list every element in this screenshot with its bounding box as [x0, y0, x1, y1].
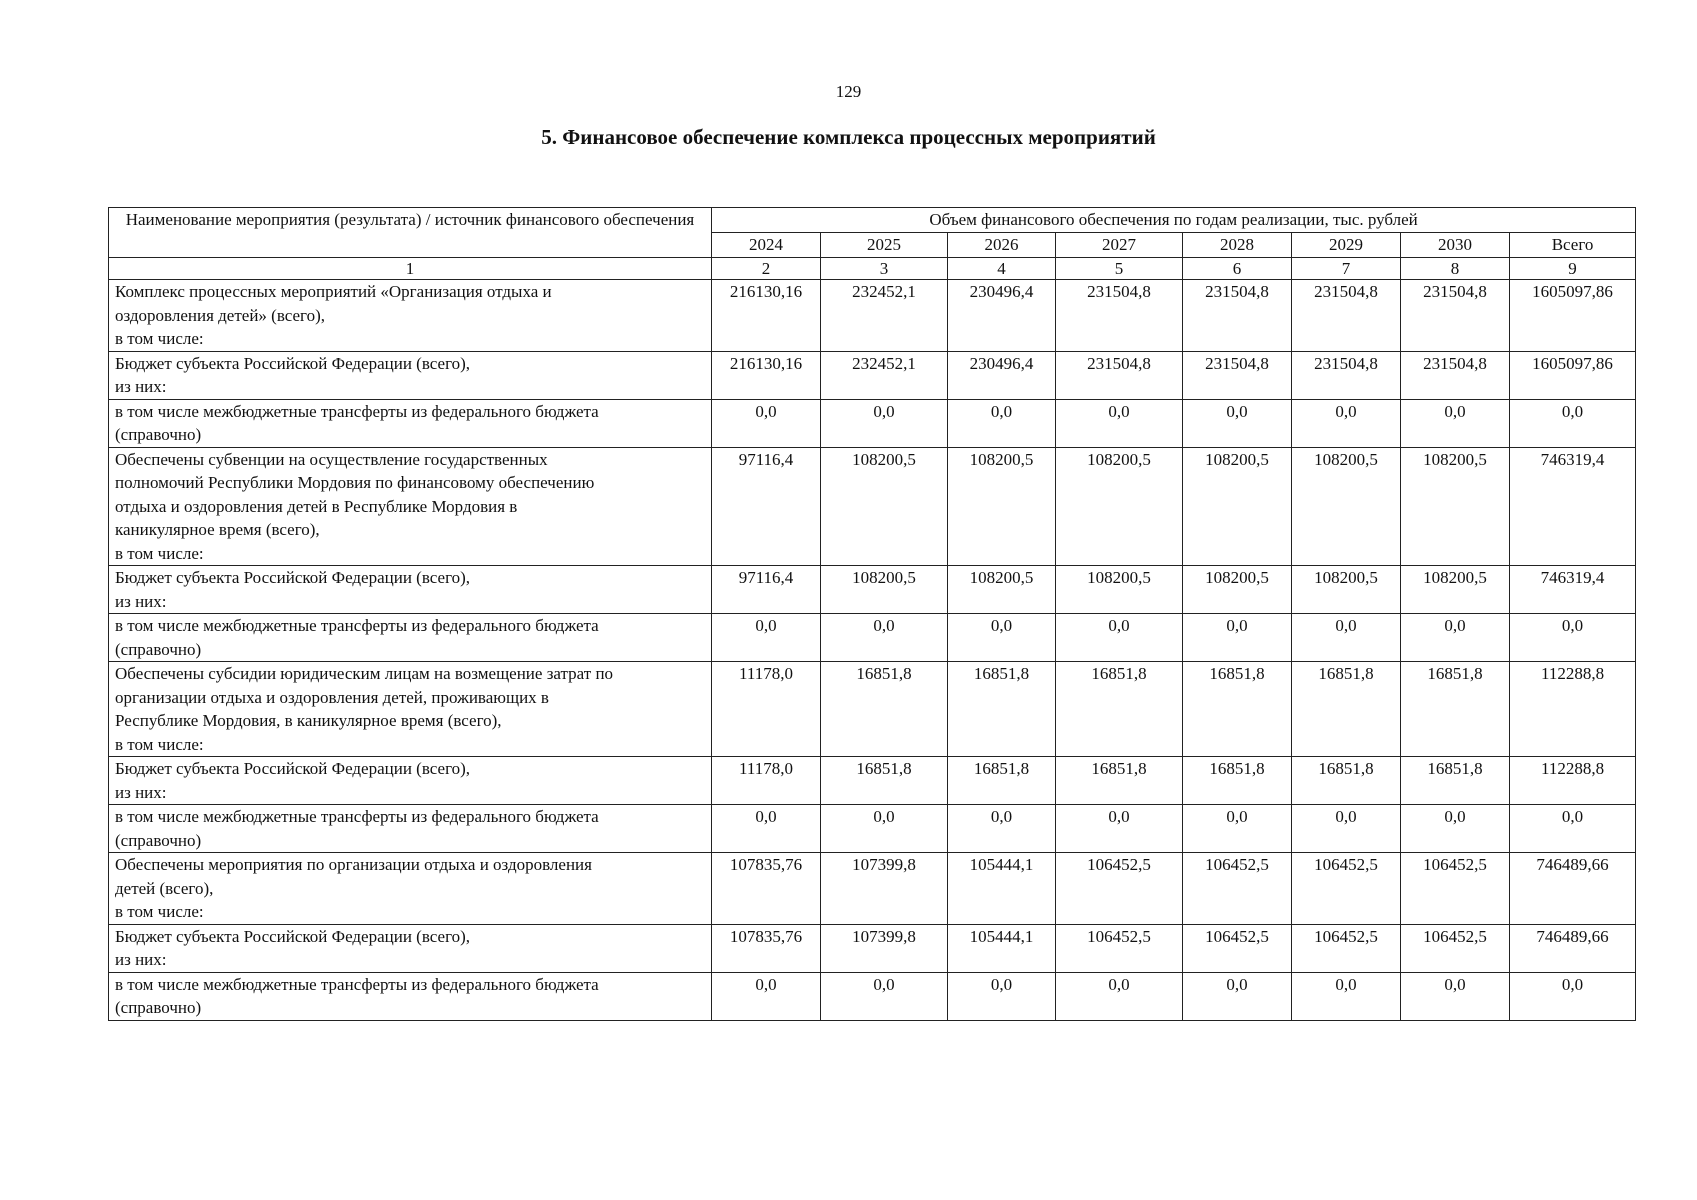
year-value-cell: 231504,8	[1183, 280, 1292, 352]
year-value-cell: 97116,4	[712, 447, 821, 566]
year-value-cell: 105444,1	[948, 924, 1056, 972]
year-value-cell: 0,0	[948, 805, 1056, 853]
year-header: 2030	[1401, 233, 1510, 258]
year-value-cell: 107399,8	[821, 853, 948, 925]
year-value-cell: 231504,8	[1183, 351, 1292, 399]
table-row	[109, 447, 1636, 566]
row-name-line: Обеспечены субвенции на осуществление государственных	[115, 449, 548, 469]
year-value-cell: 231504,8	[1401, 280, 1510, 352]
row-name-line: (справочно)	[115, 830, 202, 850]
total-value-cell: 0,0	[1510, 972, 1636, 1020]
row-name-line: в том числе межбюджетные трансферты из федерального бюджета	[115, 807, 599, 826]
table-row	[109, 566, 1636, 614]
year-value-cell: 106452,5	[1292, 853, 1401, 925]
year-value-cell: 106452,5	[1401, 924, 1510, 972]
year-value-cell: 108200,5	[1401, 566, 1510, 614]
total-value-cell: 746319,4	[1510, 566, 1636, 614]
year-value-cell: 0,0	[1056, 805, 1183, 853]
column-number: 1	[109, 258, 712, 280]
table-row	[109, 757, 1636, 805]
year-value-cell: 11178,0	[712, 662, 821, 757]
year-header: 2024	[712, 233, 821, 258]
year-value-cell: 232452,1	[821, 351, 948, 399]
year-value-cell: 0,0	[1292, 614, 1401, 662]
total-value-cell: 112288,8	[1510, 662, 1636, 757]
year-header: 2029	[1292, 233, 1401, 258]
year-value-cell: 0,0	[821, 399, 948, 447]
year-value-cell: 108200,5	[1292, 566, 1401, 614]
year-value-cell: 232452,1	[821, 280, 948, 352]
table-header	[109, 208, 1636, 280]
year-value-cell: 0,0	[712, 614, 821, 662]
row-name-line: Бюджет субъекта Российской Федерации (всего),	[115, 353, 471, 373]
row-name-line: Республике Мордовия, в каникулярное время (всего),	[115, 711, 502, 730]
row-name-line: Обеспечены мероприятия по организации отдыха и оздоровления	[115, 855, 592, 874]
table-row	[109, 351, 1636, 399]
row-name-line: из них:	[115, 377, 167, 396]
year-value-cell: 106452,5	[1056, 853, 1183, 925]
table-row	[109, 924, 1636, 972]
year-value-cell: 16851,8	[821, 757, 948, 805]
row-name-line: в том числе:	[115, 543, 204, 563]
total-header: Всего	[1510, 233, 1636, 258]
row-name-line: в том числе межбюджетные трансферты из федерального бюджета	[115, 616, 599, 635]
table-row	[109, 399, 1636, 447]
year-value-cell: 16851,8	[1183, 662, 1292, 757]
year-value-cell: 0,0	[1292, 972, 1401, 1020]
year-value-cell: 16851,8	[1056, 662, 1183, 757]
row-name-cell	[109, 924, 712, 972]
year-header: 2026	[948, 233, 1056, 258]
section-title: 5. Финансовое обеспечение комплекса процессных мероприятий	[541, 125, 1156, 149]
year-value-cell: 231504,8	[1292, 280, 1401, 352]
volume-group-header: Объем финансового обеспечения по годам реализации, тыс. рублей	[712, 208, 1636, 233]
year-value-cell: 97116,4	[712, 566, 821, 614]
row-name-line: (справочно)	[115, 425, 202, 444]
year-header: 2025	[821, 233, 948, 258]
year-value-cell: 0,0	[712, 972, 821, 1020]
row-name-line: Бюджет субъекта Российской Федерации (всего),	[115, 568, 471, 587]
row-name-cell	[109, 757, 712, 805]
row-name-cell	[109, 566, 712, 614]
year-value-cell: 0,0	[1183, 399, 1292, 447]
year-value-cell: 0,0	[821, 805, 948, 853]
row-name-cell	[109, 280, 712, 352]
year-value-cell: 0,0	[948, 399, 1056, 447]
year-value-cell: 0,0	[1401, 399, 1510, 447]
column-number: 5	[1056, 258, 1183, 280]
row-name-line: (справочно)	[115, 639, 202, 659]
year-value-cell: 16851,8	[1056, 757, 1183, 805]
year-value-cell: 108200,5	[948, 566, 1056, 614]
column-number: 3	[821, 258, 948, 280]
total-value-cell: 1605097,86	[1510, 280, 1636, 352]
year-value-cell: 0,0	[948, 614, 1056, 662]
table-row	[109, 614, 1636, 662]
table-row	[109, 972, 1636, 1020]
row-name-cell	[109, 399, 712, 447]
year-value-cell: 16851,8	[948, 662, 1056, 757]
row-name-line: (справочно)	[115, 998, 202, 1017]
row-name-line: из них:	[115, 591, 167, 611]
row-name-line: из них:	[115, 782, 167, 802]
year-value-cell: 108200,5	[1056, 566, 1183, 614]
total-value-cell: 112288,8	[1510, 757, 1636, 805]
year-value-cell: 0,0	[1056, 614, 1183, 662]
year-value-cell: 106452,5	[1183, 853, 1292, 925]
financing-table	[108, 207, 1636, 1021]
column-number: 8	[1401, 258, 1510, 280]
name-column-header: Наименование мероприятия (результата) / источник финансового обеспечения	[109, 208, 712, 258]
year-value-cell: 11178,0	[712, 757, 821, 805]
year-value-cell: 108200,5	[821, 566, 948, 614]
row-name-line: Обеспечены субсидии юридическим лицам на возмещение затрат по	[115, 664, 614, 683]
total-value-cell: 746319,4	[1510, 447, 1636, 566]
page-number: 129	[835, 82, 862, 101]
row-name-line: в том числе:	[115, 329, 204, 348]
row-name-cell	[109, 972, 712, 1020]
row-name-cell	[109, 351, 712, 399]
row-name-cell	[109, 447, 712, 566]
year-value-cell: 216130,16	[712, 280, 821, 352]
year-value-cell: 230496,4	[948, 351, 1056, 399]
total-value-cell: 746489,66	[1510, 924, 1636, 972]
year-value-cell: 106452,5	[1292, 924, 1401, 972]
table-body	[109, 280, 1636, 1021]
year-value-cell: 108200,5	[1056, 447, 1183, 566]
column-number: 7	[1292, 258, 1401, 280]
year-value-cell: 16851,8	[1292, 662, 1401, 757]
year-value-cell: 0,0	[1056, 399, 1183, 447]
total-value-cell: 0,0	[1510, 614, 1636, 662]
row-name-line: в том числе межбюджетные трансферты из федерального бюджета	[115, 401, 599, 421]
row-name-cell	[109, 662, 712, 757]
header-row-top	[109, 208, 1636, 233]
year-value-cell: 0,0	[948, 972, 1056, 1020]
year-value-cell: 0,0	[712, 399, 821, 447]
total-value-cell: 0,0	[1510, 805, 1636, 853]
year-value-cell: 16851,8	[1401, 757, 1510, 805]
table-row	[109, 280, 1636, 352]
year-value-cell: 106452,5	[1401, 853, 1510, 925]
year-header: 2027	[1056, 233, 1183, 258]
row-name-line: Комплекс процессных мероприятий «Организация отдыха и	[115, 282, 552, 301]
year-value-cell: 0,0	[712, 805, 821, 853]
year-value-cell: 16851,8	[948, 757, 1056, 805]
year-value-cell: 231504,8	[1292, 351, 1401, 399]
year-value-cell: 108200,5	[1401, 447, 1510, 566]
year-value-cell: 108200,5	[821, 447, 948, 566]
row-name-line: в том числе:	[115, 734, 204, 754]
total-value-cell: 0,0	[1510, 399, 1636, 447]
column-number: 4	[948, 258, 1056, 280]
year-value-cell: 0,0	[1401, 614, 1510, 662]
year-value-cell: 216130,16	[712, 351, 821, 399]
year-value-cell: 106452,5	[1183, 924, 1292, 972]
year-value-cell: 16851,8	[1401, 662, 1510, 757]
row-name-line: полномочий Республики Мордовия по финансовому обеспечению	[115, 473, 595, 492]
year-value-cell: 108200,5	[948, 447, 1056, 566]
total-value-cell: 1605097,86	[1510, 351, 1636, 399]
year-value-cell: 105444,1	[948, 853, 1056, 925]
row-name-line: детей (всего),	[115, 878, 214, 898]
year-value-cell: 0,0	[1183, 972, 1292, 1020]
row-name-cell	[109, 614, 712, 662]
year-value-cell: 231504,8	[1401, 351, 1510, 399]
year-value-cell: 16851,8	[1183, 757, 1292, 805]
year-value-cell: 106452,5	[1056, 924, 1183, 972]
year-value-cell: 107835,76	[712, 853, 821, 925]
year-value-cell: 108200,5	[1183, 566, 1292, 614]
year-value-cell: 16851,8	[821, 662, 948, 757]
row-name-line: оздоровления детей» (всего),	[115, 305, 326, 325]
year-value-cell: 0,0	[821, 972, 948, 1020]
year-value-cell: 0,0	[1401, 805, 1510, 853]
row-name-line: из них:	[115, 950, 167, 969]
year-value-cell: 108200,5	[1183, 447, 1292, 566]
table-row	[109, 805, 1636, 853]
column-number: 9	[1510, 258, 1636, 280]
year-value-cell: 0,0	[1292, 805, 1401, 853]
year-value-cell: 0,0	[1056, 972, 1183, 1020]
year-value-cell: 0,0	[1183, 805, 1292, 853]
column-number-row	[109, 258, 1636, 280]
year-value-cell: 0,0	[1183, 614, 1292, 662]
row-name-line: каникулярное время (всего),	[115, 520, 320, 539]
year-value-cell: 0,0	[821, 614, 948, 662]
total-value-cell: 746489,66	[1510, 853, 1636, 925]
row-name-cell	[109, 805, 712, 853]
column-number: 2	[712, 258, 821, 280]
row-name-line: в том числе:	[115, 902, 204, 921]
row-name-line: Бюджет субъекта Российской Федерации (всего),	[115, 759, 471, 778]
year-value-cell: 107835,76	[712, 924, 821, 972]
year-value-cell: 231504,8	[1056, 280, 1183, 352]
row-name-cell	[109, 853, 712, 925]
column-number: 6	[1183, 258, 1292, 280]
year-value-cell: 108200,5	[1292, 447, 1401, 566]
year-value-cell: 0,0	[1401, 972, 1510, 1020]
row-name-line: в том числе межбюджетные трансферты из федерального бюджета	[115, 974, 599, 994]
year-value-cell: 0,0	[1292, 399, 1401, 447]
year-value-cell: 230496,4	[948, 280, 1056, 352]
row-name-line: отдыха и оздоровления детей в Республике Мордовия в	[115, 496, 518, 516]
year-value-cell: 107399,8	[821, 924, 948, 972]
row-name-line: организации отдыха и оздоровления детей, проживающих в	[115, 687, 549, 707]
year-value-cell: 231504,8	[1056, 351, 1183, 399]
year-value-cell: 16851,8	[1292, 757, 1401, 805]
year-header: 2028	[1183, 233, 1292, 258]
row-name-line: Бюджет субъекта Российской Федерации (всего),	[115, 926, 471, 946]
table-row	[109, 853, 1636, 925]
table-row	[109, 662, 1636, 757]
